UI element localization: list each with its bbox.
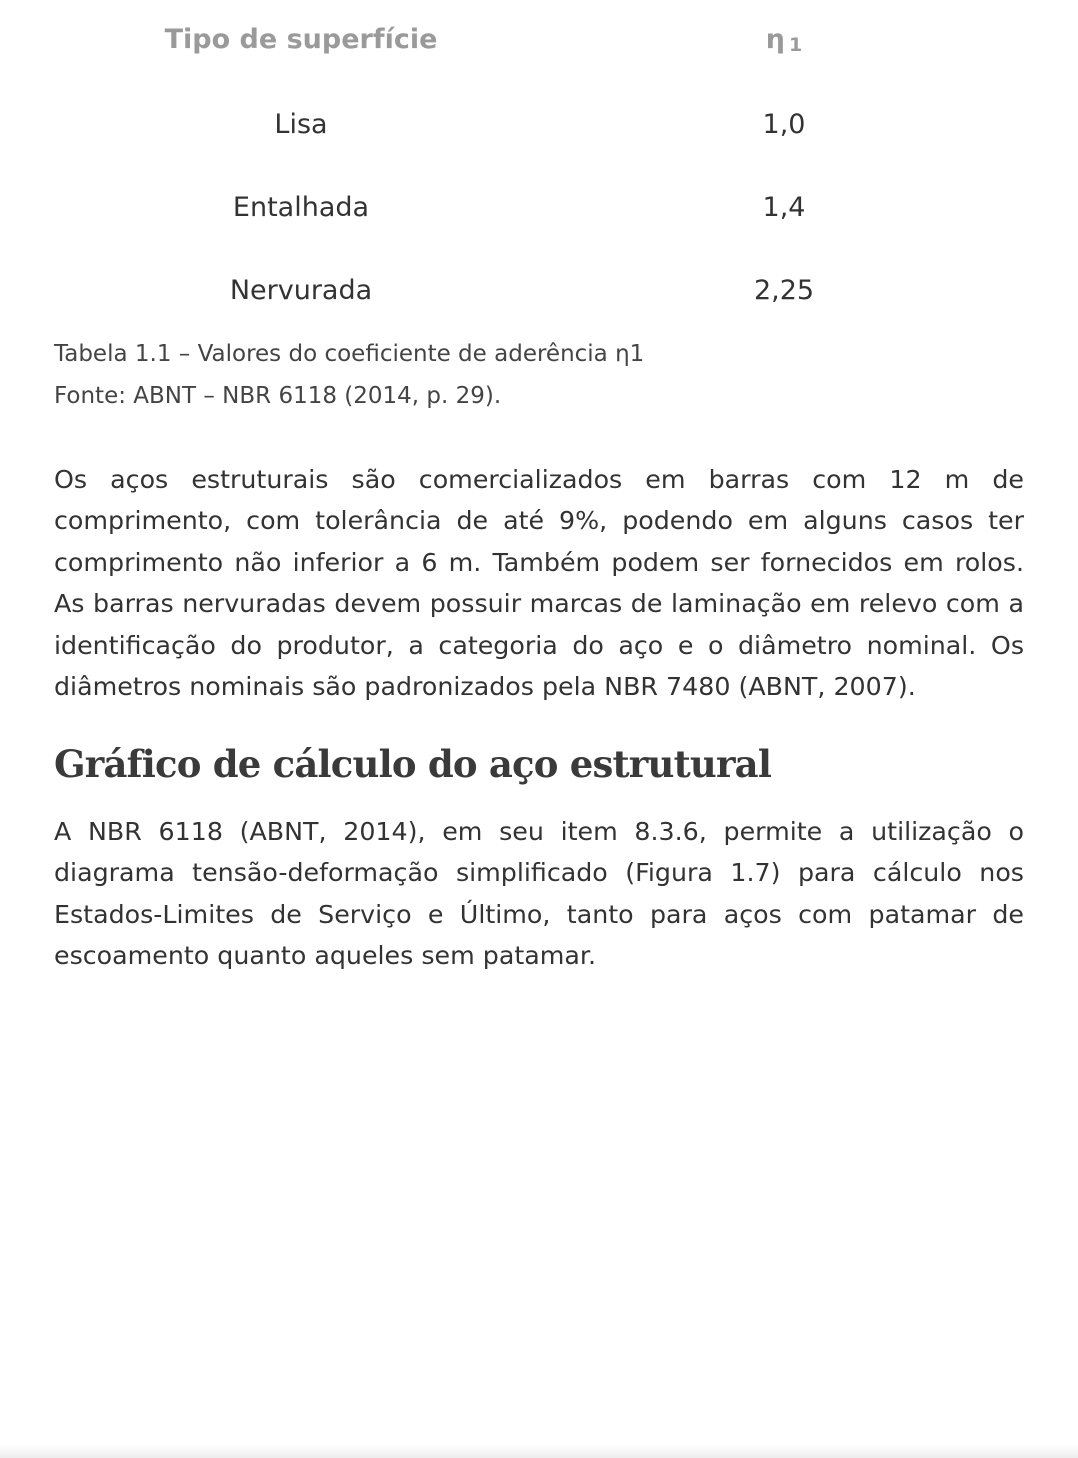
table-header-surface-type: Tipo de superfície bbox=[164, 24, 438, 55]
eta-subscript: 1 bbox=[789, 34, 803, 56]
adherence-coefficient-table bbox=[54, 0, 1024, 332]
table-cell-surface: Lisa bbox=[274, 109, 328, 140]
table-cell-value: 1,0 bbox=[762, 109, 806, 140]
table-source: Fonte: ABNT – NBR 6118 (2014, p. 29). bbox=[54, 383, 502, 409]
table-row bbox=[54, 166, 1024, 249]
table-header-row bbox=[54, 0, 1024, 83]
table-header-eta1 bbox=[634, 24, 934, 56]
page-bottom-shadow bbox=[0, 1444, 1078, 1458]
table-caption: Tabela 1.1 – Valores do coeficiente de aderência η1 bbox=[54, 341, 645, 367]
body-paragraph-stress-strain: A NBR 6118 (ABNT, 2014), em seu item 8.3.6, permite a utilização o diagrama tensão-deformação simplificado (Figura 1.7) para cálculo nos Estados-Limites de Serviço e Último, tanto para aços com patamar de escoamento quanto aqueles sem patamar. bbox=[54, 817, 1024, 971]
table-cell-surface: Entalhada bbox=[232, 192, 370, 223]
section-heading: Gráfico de cálculo do aço estrutural bbox=[54, 742, 772, 786]
table-cell-value: 1,4 bbox=[762, 192, 806, 223]
table-cell-surface: Nervurada bbox=[229, 275, 373, 306]
table-caption-block bbox=[54, 333, 644, 417]
table-cell-value: 2,25 bbox=[753, 275, 815, 306]
table-row bbox=[54, 249, 1024, 332]
body-paragraph-steel-bars: Os aços estruturais são comercializados em barras com 12 m de comprimento, com tolerância de até 9%, podendo em alguns casos ter comprimento não inferior a 6 m. Também podem ser fornecidos em rolos. As barras nervuradas devem possuir marcas de laminação em relevo com a identificação do produtor, a categoria do aço e o diâmetro nominal. Os diâmetros nominais são padronizados pela NBR 7480 (ABNT, 2007). bbox=[54, 465, 1024, 702]
table-row bbox=[54, 83, 1024, 166]
eta-symbol: η bbox=[765, 24, 785, 55]
